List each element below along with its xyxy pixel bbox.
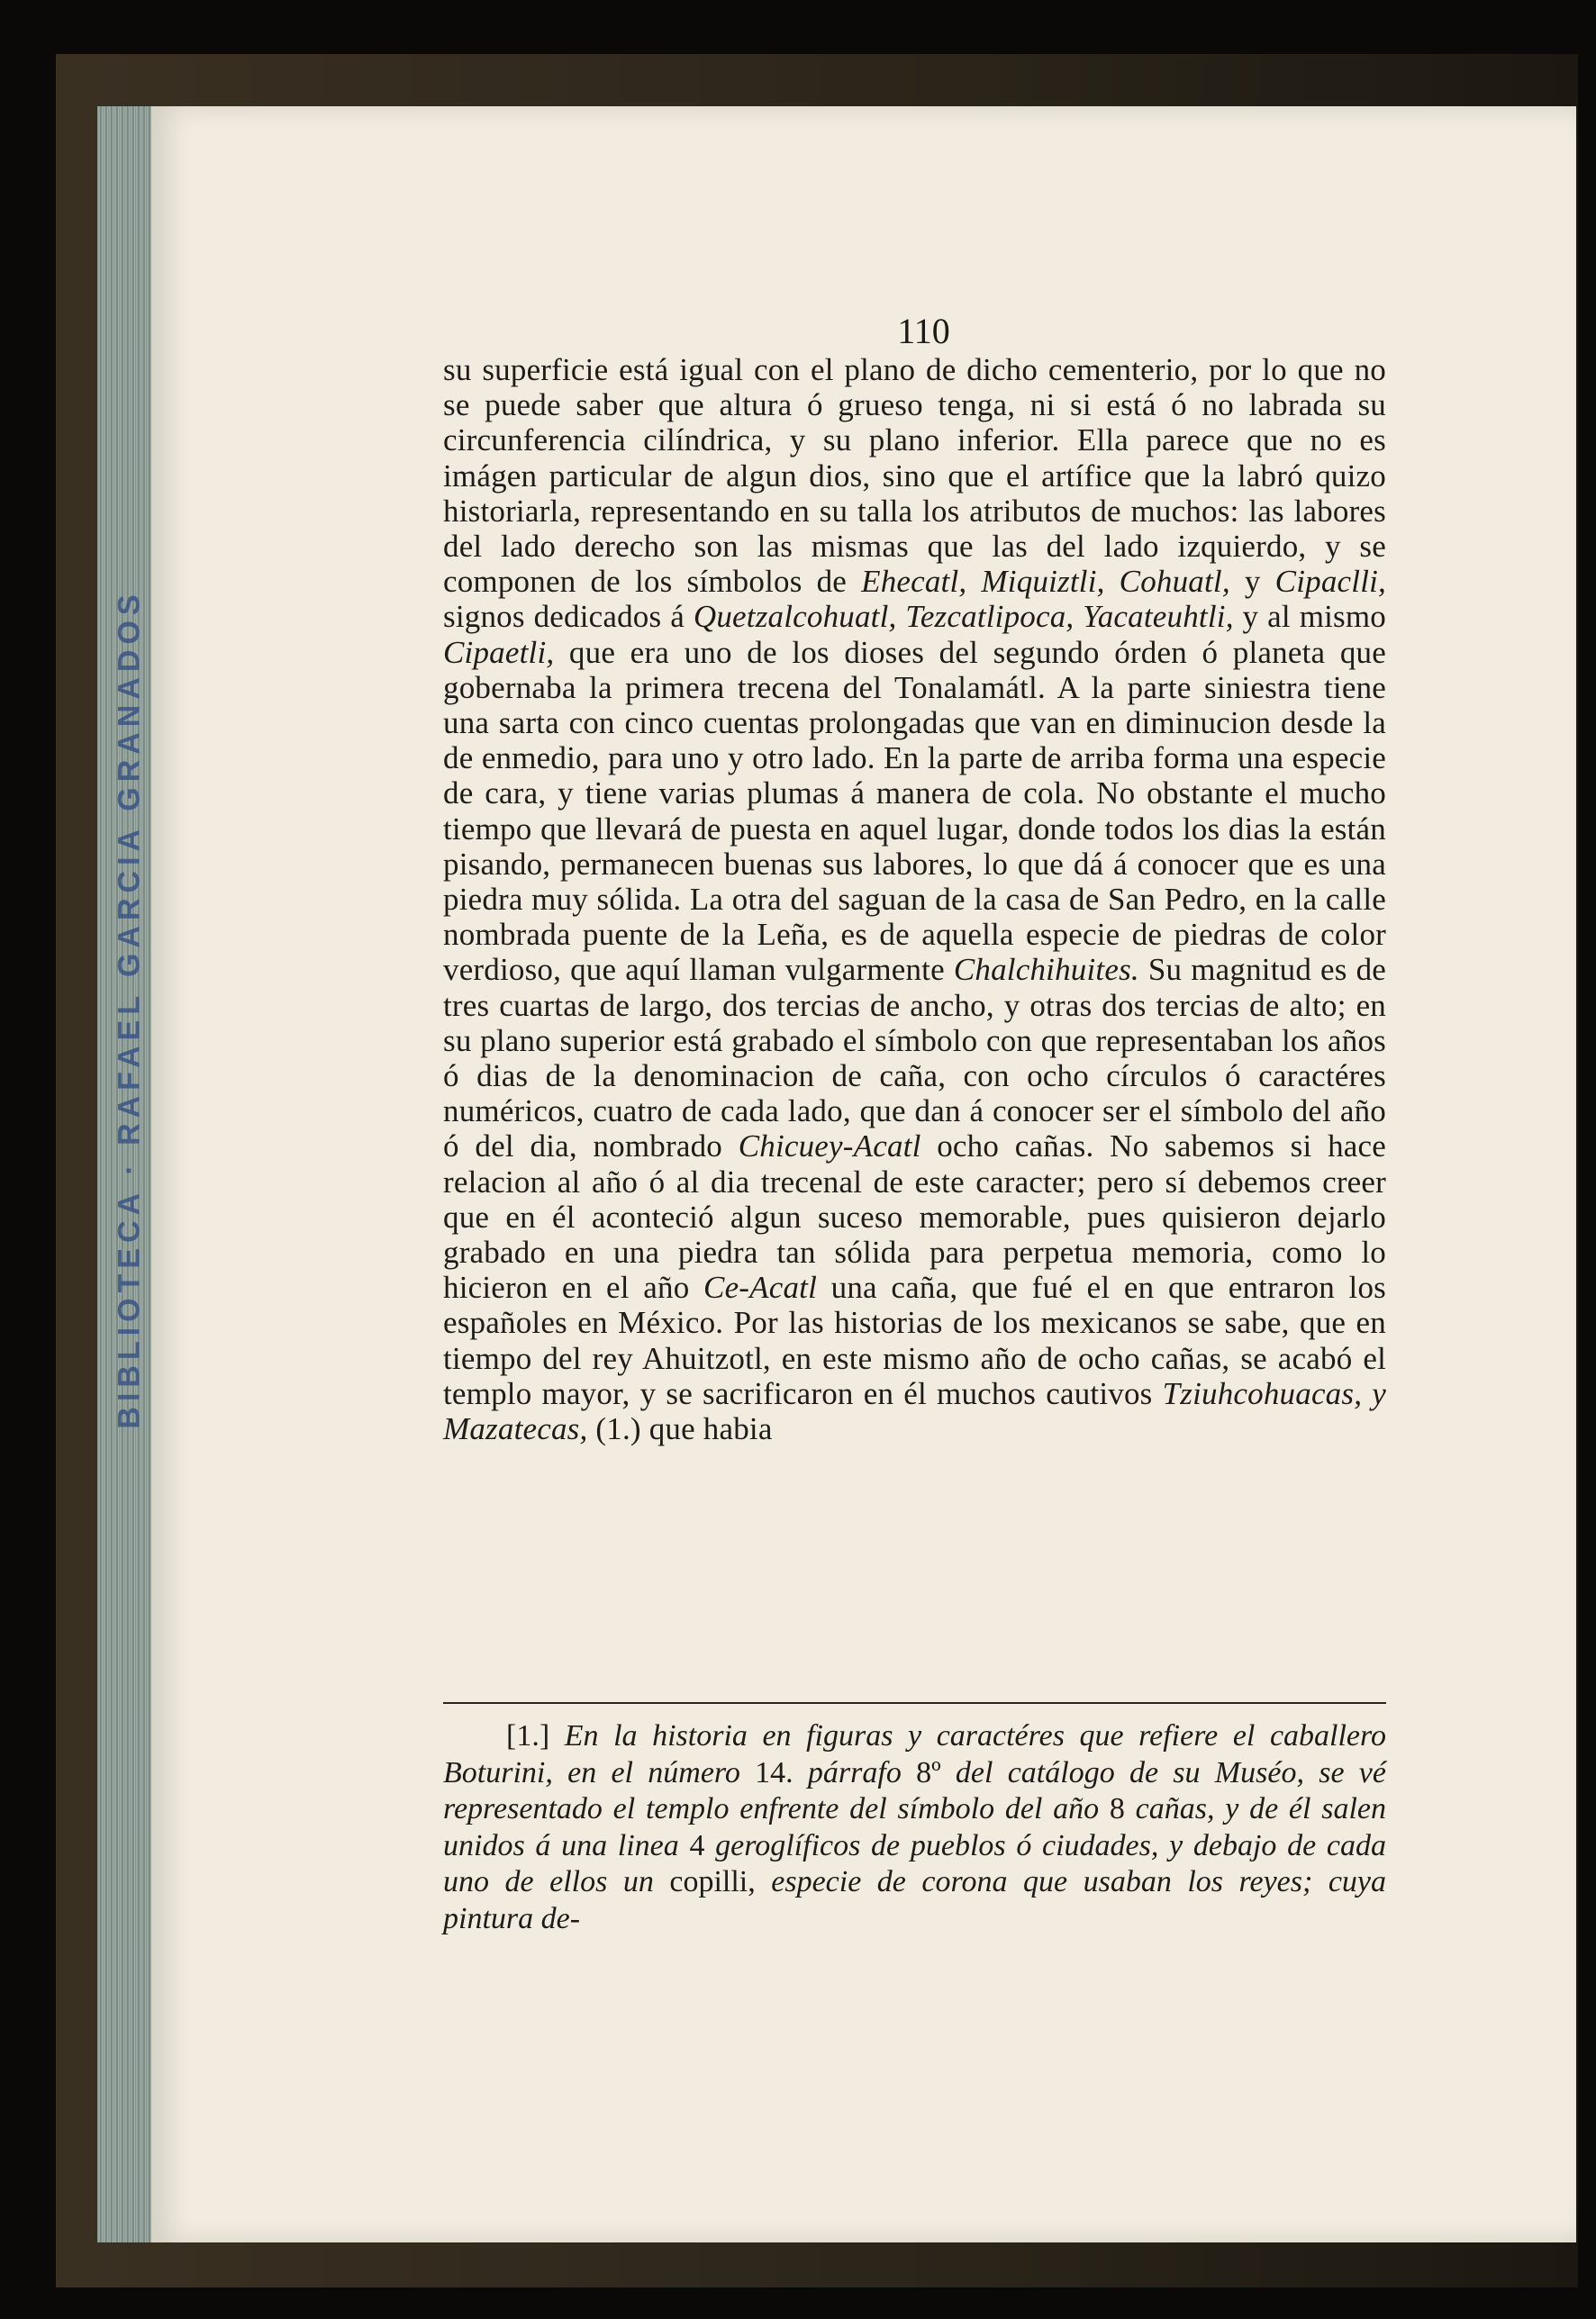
- text-run: que era uno de los dioses del segundo órden ó planeta que gobernaba la primera trecena del Tonalamátl. A la parte siniestra tiene una sarta con cinco cuentas prolongadas que van en diminucion desde la de enmedio, para uno y otro lado. En la parte de arriba forma una especie de cara, y tiene varias plumas á manera de cola. No obstante el mucho tiempo que llevará de puesta en aquel lugar, donde todos los dias la están pisando, permanecen buenas sus labores, lo que dá á conocer que es una piedra muy sólida. La otra del saguan de la casa de San Pedro, en la calle nombrada puente de la Leña, es de aquella especie de piedras de color verdioso, que aquí llaman vulgarmente: [443, 634, 1386, 988]
- page-number: 110: [897, 311, 950, 351]
- italic-run: Ce-Acatl: [703, 1270, 818, 1306]
- italic-run: cañas, y de él salen unidos á una linea: [443, 1792, 1386, 1862]
- italic-run: del catálogo de su Muséo, se vé representado el templo enfrente del símbolo del año: [443, 1755, 1386, 1825]
- italic-run: especie de corona que usaban los reyes; cuya pintura de-: [443, 1865, 1387, 1935]
- body-paragraph: [443, 352, 1386, 1446]
- footnote-divider: [443, 1702, 1386, 1704]
- text-run: una caña, que fué el en que entraron los españoles en México. Por las historias de los mexicanos se sabe, que en tiempo del rey Ahuitzotl, en este mismo año de ocho cañas, se acabó el templo mayor, y se sacrificaron en él muchos cautivos: [443, 1270, 1386, 1411]
- text-run: ocho cañas. No sabemos si hace relacion al año ó al dia trecenal de este caracter; pero sí debemos creer que en él aconteció algun suceso memorable, pues quisieron dejarlo grabado en una piedra tan sólida para perpetua memoria, como lo hicieron en el año: [443, 1128, 1386, 1306]
- italic-run: Cipaclli,: [1274, 564, 1386, 600]
- library-stamp-text: BIBLIOTECA · RAFAEL GARCIA GRANADOS: [112, 588, 147, 1429]
- italic-run: Tziuhcohuacas, y Mazatecas,: [443, 1375, 1386, 1447]
- italic-run: Cipaetli,: [443, 634, 555, 670]
- main-text-block: [443, 311, 1386, 1446]
- footnote-marker: [1.]: [506, 1719, 550, 1753]
- italic-run: geroglíficos de pueblos ó ciudades, y debajo de cada uno de ellos un: [443, 1828, 1386, 1898]
- italic-run: Ehecatl, Miquiztli, Cohuatl,: [861, 564, 1230, 600]
- footnote-block: [443, 1718, 1386, 1937]
- italic-run: Quetzalcohuatl, Tezcatlipoca, Yacateuhtli,: [693, 599, 1234, 635]
- italic-run: Chicuey-Acatl: [738, 1128, 921, 1164]
- text-run: copilli,: [669, 1865, 756, 1898]
- text-run: y: [1229, 564, 1275, 600]
- italic-run: Chalchihuites.: [953, 952, 1139, 988]
- library-stamp: [106, 468, 153, 1549]
- text-run: signos dedicados á: [443, 599, 694, 635]
- text-run: 8: [1109, 1792, 1125, 1825]
- italic-run: párrafo: [793, 1755, 917, 1789]
- text-run: 4: [689, 1828, 705, 1862]
- text-run: Su magnitud es de tres cuartas de largo, dos tercias de ancho, y otras dos tercias de alto; en su plano superior está grabado el símbolo con que representaban los años ó dias de la denominacion de caña, con ocho círculos ó caractéres numéricos, cuatro de cada lado, que dan á conocer ser el símbolo del año ó del dia, nombrado: [443, 952, 1387, 1164]
- footnote-paragraph: [443, 1718, 1386, 1937]
- text-run: su superficie está igual con el plano de dicho cementerio, por lo que no se puede saber que altura ó grueso tenga, ni si está ó no labrada su circunferencia cilíndrica, y su plano inferior. Ella parece que no es imágen particular de algun dios, sino que el artífice que la labró quizo historiarla, representando en su talla los atributos de muchos: las labores del lado derecho son las mismas que las del lado izquierdo, y se componen de los símbolos de: [443, 352, 1386, 600]
- text-run: 8º: [916, 1755, 941, 1789]
- text-run: 14.: [755, 1755, 793, 1789]
- text-run: (1.) que habia: [587, 1411, 773, 1447]
- italic-run: En la historia en figuras y caractéres que refiere el caballero Boturini, en el número: [443, 1719, 1386, 1789]
- text-run: y al mismo: [1233, 599, 1386, 635]
